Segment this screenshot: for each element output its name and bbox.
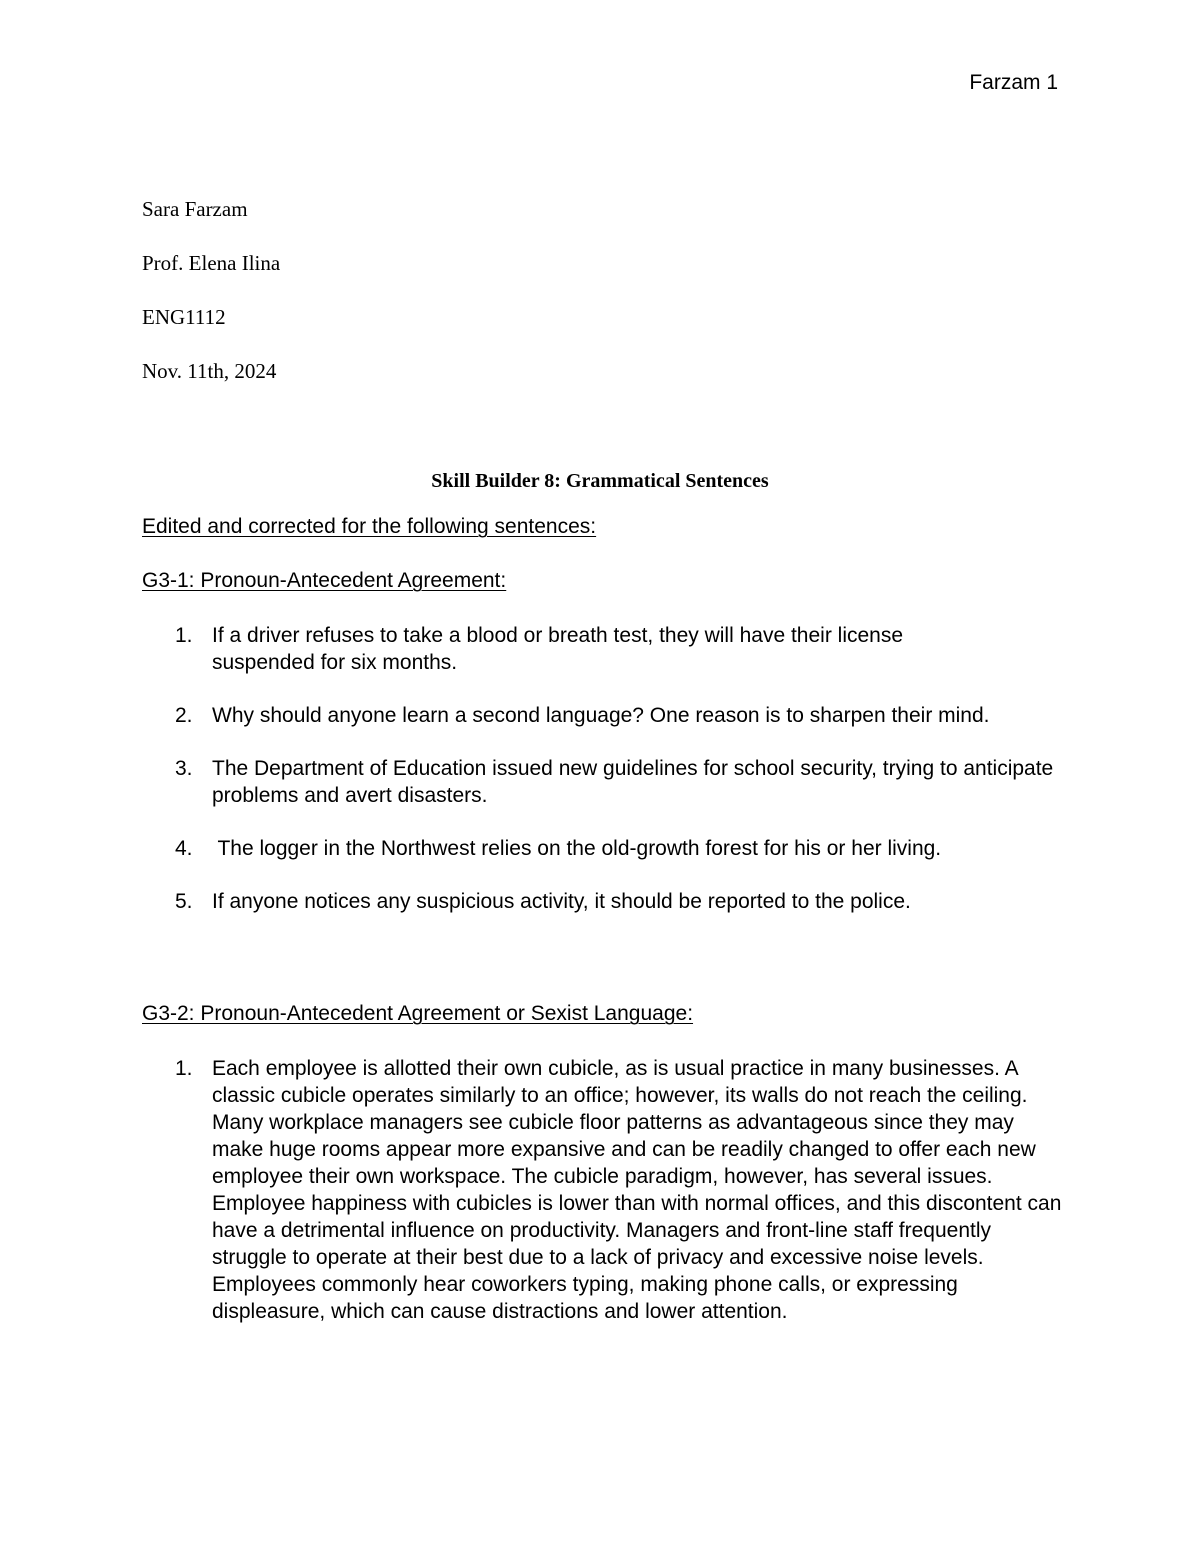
student-name: Sara Farzam (142, 197, 248, 221)
mla-heading (142, 196, 280, 412)
course-code: ENG1112 (142, 305, 226, 329)
list-item (142, 755, 1062, 809)
document-title: Skill Builder 8: Grammatical Sentences (431, 470, 769, 492)
list-item-number: 3. (175, 757, 193, 780)
list-item-text: If anyone notices any suspicious activity, it should be reported to the police. (212, 890, 911, 913)
date: Nov. 11th, 2024 (142, 359, 277, 383)
list-item-text: Why should anyone learn a second language? One reason is to sharpen their mind. (212, 704, 990, 727)
list-item-text: The Department of Education issued new guidelines for school security, trying to anticipate problems and avert disasters. (212, 757, 1054, 807)
list-item-text: If a driver refuses to take a blood or breath test, they will have their license suspended for six months. (212, 624, 904, 674)
section2-heading: G3-2: Pronoun-Antecedent Agreement or Sexist Language: (142, 1002, 694, 1025)
page-header-number: Farzam 1 (969, 71, 1058, 94)
list-item-number: 1. (175, 1057, 193, 1080)
list-item-number: 4. (175, 837, 193, 860)
section1-list (142, 622, 1062, 941)
list-item-number: 2. (175, 704, 193, 727)
professor-name: Prof. Elena Ilina (142, 251, 281, 275)
list-item-number: 1. (175, 624, 193, 647)
list-item (142, 702, 1062, 729)
list-item (142, 1055, 1062, 1325)
list-item-text: The logger in the Northwest relies on the old-growth forest for his or her living. (212, 837, 942, 860)
list-item-number: 5. (175, 890, 193, 913)
section1-heading: G3-1: Pronoun-Antecedent Agreement: (142, 569, 507, 592)
list-item (142, 888, 1062, 915)
intro-line: Edited and corrected for the following sentences: (142, 515, 597, 538)
list-item-text: Each employee is allotted their own cubicle, as is usual practice in many businesses. A classic cubicle operates similarly to an office; however, its walls do not reach the ceiling. Many workplace managers see cubicle floor patterns as advantageous since they may make huge rooms appear more expansive and can be readily changed to offer each new employee their own workspace. The cubicle paradigm, however, has several issues. Employee happiness with cubicles is lower than with normal offices, and this discontent can have a detrimental influence on productivity. Managers and front-line staff frequently struggle to operate at their best due to a lack of privacy and excessive noise levels. Employees commonly hear coworkers typing, making phone calls, or expressing displeasure, which can cause distractions and lower attention. (212, 1057, 1062, 1323)
section2-list (142, 1055, 1062, 1351)
list-item (142, 622, 1062, 676)
list-item (142, 835, 1062, 862)
